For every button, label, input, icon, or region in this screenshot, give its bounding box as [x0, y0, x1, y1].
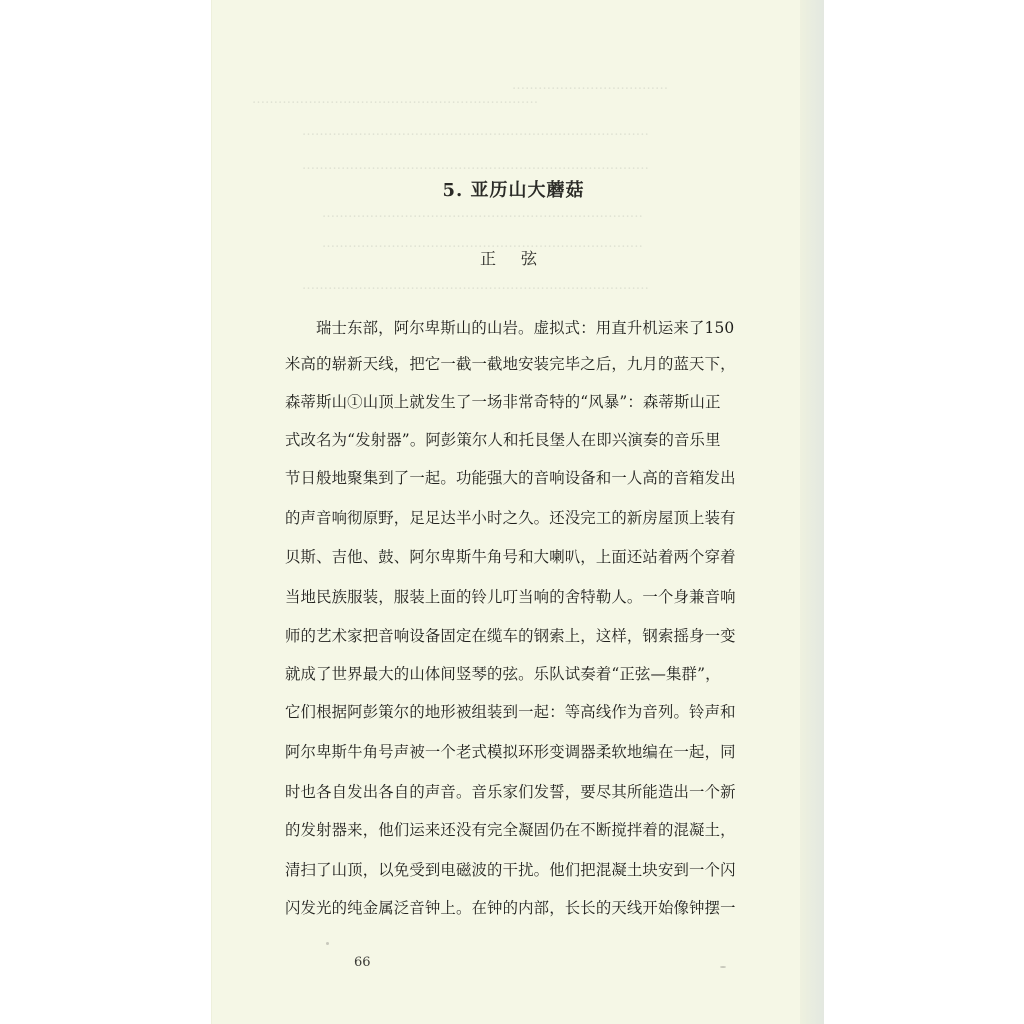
page-number: 66 [354, 955, 371, 970]
body-text-line: 阿尔卑斯牛角号声被一个老式模拟环形变调器柔软地编在一起，同 [285, 743, 736, 761]
book-page [212, 0, 815, 1024]
book-spine-edge [800, 0, 824, 1024]
body-text-line: 的声音响彻原野，足足达半小时之久。还没完工的新房屋顶上装有 [285, 509, 736, 527]
bleed-through-text: ‥‥‥‥‥‥‥‥‥‥‥‥‥‥‥‥‥‥‥‥‥‥‥‥‥‥‥‥‥‥‥‥‥‥‥‥‥ [322, 236, 643, 251]
bleed-through-text: ‥‥‥‥‥‥‥‥‥‥‥‥‥‥‥‥‥‥‥‥‥‥‥‥‥‥‥‥‥‥‥‥‥‥‥‥‥‥‥‥ [302, 278, 649, 293]
body-text-line: 师的艺术家把音响设备固定在缆车的钢索上，这样，钢索摇身一变 [285, 627, 736, 645]
chapter-title: 5. 亚历山大蘑菇 [442, 180, 585, 201]
section-title: 正 弦 [479, 249, 548, 268]
body-text-line: 森蒂斯山①山顶上就发生了一场非常奇特的“风暴”：森蒂斯山正 [285, 393, 721, 411]
body-text-line: 的发射器来，他们运来还没有完全凝固仍在不断搅拌着的混凝土， [285, 821, 736, 839]
body-text-line: 贝斯、吉他、鼓、阿尔卑斯牛角号和大喇叭，上面还站着两个穿着 [285, 548, 736, 566]
paper-speck [326, 942, 329, 945]
bleed-through-text: ‥‥‥‥‥‥‥‥‥‥‥‥‥‥‥‥‥‥‥‥‥‥‥‥‥‥‥‥‥‥‥‥‥‥‥‥‥‥‥‥ [302, 158, 649, 173]
body-text-line: 节日般地聚集到了一起。功能强大的音响设备和一人高的音箱发出 [285, 469, 736, 487]
bleed-through-text: ‥‥‥‥‥‥‥‥‥‥‥‥‥‥‥‥‥‥‥‥‥‥‥‥‥‥‥‥‥‥‥‥‥‥‥‥‥ [322, 206, 643, 221]
body-text-line: 当地民族服装，服装上面的铃儿叮当响的舍特勒人。一个身兼音响 [285, 588, 736, 606]
body-text-line: 闪发光的纯金属泛音钟上。在钟的内部，长长的天线开始像钟摆一 [285, 899, 736, 917]
body-text-line: 清扫了山顶，以免受到电磁波的干扰。他们把混凝土块安到一个闪 [285, 861, 736, 879]
bleed-through-text: ‥‥‥‥‥‥‥‥‥‥‥‥‥‥‥‥‥‥‥‥‥‥‥‥‥‥‥‥‥‥‥‥‥‥‥‥‥‥‥‥ [302, 124, 649, 139]
body-text-line: 瑞士东部，阿尔卑斯山的山岩。虚拟式：用直升机运来了150 [316, 319, 735, 337]
body-text-line: 就成了世界最大的山体间竖琴的弦。乐队试奏着“正弦—集群”， [285, 665, 721, 683]
body-text-line: 时也各自发出各自的声音。音乐家们发誓，要尽其所能造出一个新 [285, 783, 736, 801]
body-text-line: 米高的崭新天线，把它一截一截地安装完毕之后，九月的蓝天下， [285, 355, 736, 373]
paper-speck [720, 966, 726, 968]
body-text-line: 式改名为“发射器”。阿彭策尔人和托艮堡人在即兴演奏的音乐里 [285, 431, 721, 449]
bleed-through-text: ⠀‥‥‥‥‥‥‥‥‥‥‥‥‥‥‥‥‥‥ [512, 78, 678, 93]
bleed-through-text: ‥‥‥‥‥‥‥‥‥‥‥‥‥‥‥‥‥‥‥‥‥‥‥‥‥‥‥‥‥‥‥‥‥ [252, 92, 539, 107]
body-text-line: 它们根据阿彭策尔的地形被组装到一起：等高线作为音列。铃声和 [285, 703, 736, 721]
